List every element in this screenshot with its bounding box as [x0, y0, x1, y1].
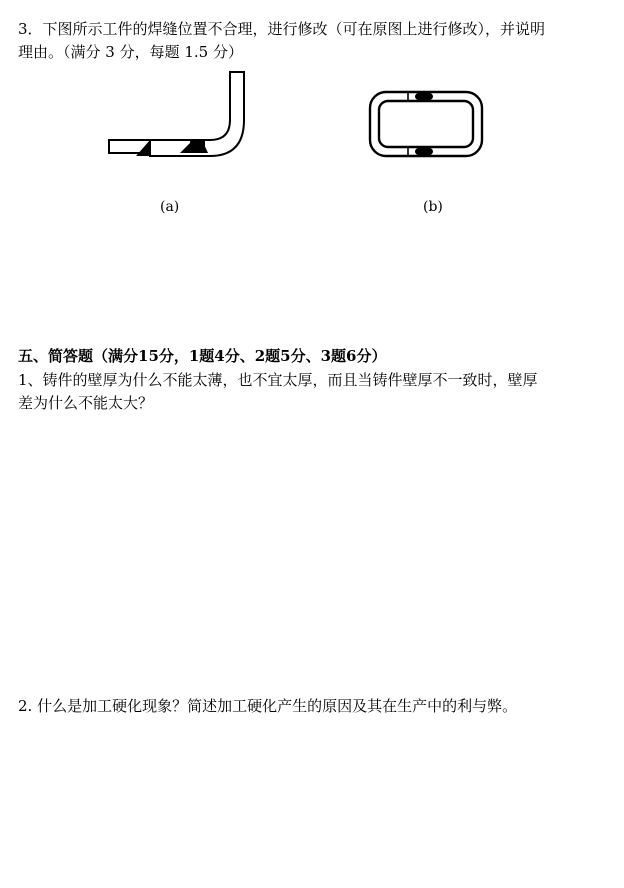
figure-b-caption: (b): [423, 199, 443, 215]
figure-a-caption: (a): [160, 199, 180, 215]
inner-loop: [379, 101, 473, 147]
section5-question1-line1: 1、铸件的壁厚为什么不能太薄，也不宜太厚，而且当铸件壁厚不一致时，壁厚: [18, 371, 538, 389]
section5-question1-line2: 差为什么不能太大？: [18, 394, 154, 412]
figure-a-weld-diagram: [100, 66, 260, 176]
question3-text-line1: 3．下图所示工件的焊缝位置不合理，进行修改（可在原图上进行修改），并说明: [18, 20, 546, 38]
section5-question2: 2. 什么是加工硬化现象？简述加工硬化产生的原因及其在生产中的利与弊。: [18, 697, 518, 715]
weld-top: [415, 92, 433, 102]
weld-bottom: [415, 147, 433, 157]
figure-b-weld-diagram: [360, 84, 500, 174]
question3-text-line2: 理由。（满分 3 分，每题 1.5 分）: [18, 43, 243, 61]
section5-heading: 五、简答题（满分15分，1题4分、2题5分、3题6分）: [18, 347, 387, 365]
